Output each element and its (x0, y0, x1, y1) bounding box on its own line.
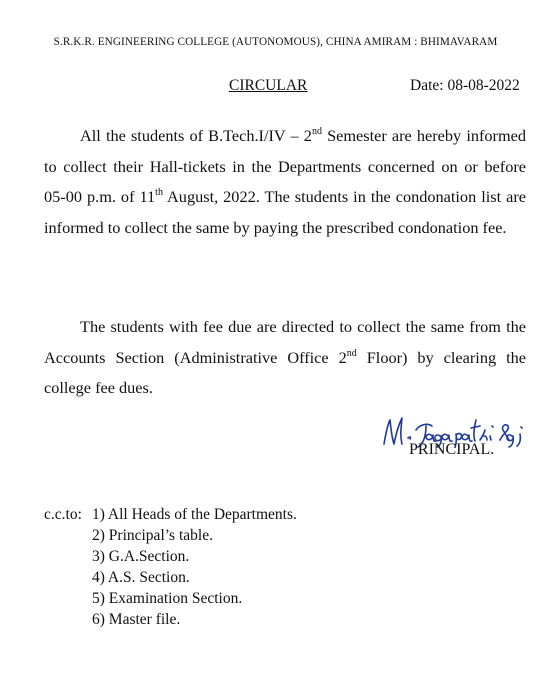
cc-item: 5) Examination Section. (92, 590, 243, 607)
para1-text-c: August, 2022. The students in the condonation list are informed to collect the same by paying the prescribed condonation fee. (44, 187, 526, 237)
para1-text-a: All the students of B.Tech.I/IV – 2 (80, 126, 312, 145)
cc-block (44, 504, 297, 630)
cc-item: 4) A.S. Section. (92, 569, 190, 586)
cc-item: 1) All Heads of the Departments. (92, 506, 297, 523)
cc-item: 3) G.A.Section. (92, 548, 190, 565)
cc-list (92, 504, 297, 630)
para1-sup-a: nd (311, 126, 322, 137)
cc-row (44, 504, 297, 630)
signatory-title: PRINCIPAL. (409, 441, 495, 458)
circular-title: CIRCULAR (229, 77, 308, 94)
cc-item: 6) Master file. (92, 611, 181, 628)
para2-text-b: Floor) by clearing the college fee dues. (44, 347, 526, 397)
circular-date: Date: 08-08-2022 (410, 77, 520, 94)
cc-item: 2) Principal’s table. (92, 527, 213, 544)
para2-text-a: The students with fee due are directed to collect the same from the Accounts Section (Administrative Office 2 (44, 317, 526, 367)
college-header: S.R.K.R. ENGINEERING COLLEGE (AUTONOMOUS), CHINA AMIRAM : BHIMAVARAM (53, 36, 498, 48)
para1-text-b: Semester are hereby informed to collect their Hall-tickets in the Departments concerned on or before 05-00 p.m. of 11 (44, 126, 526, 206)
para1-sup-b: th (155, 187, 163, 198)
paragraph-fee-due (44, 312, 526, 404)
paragraph-hall-tickets (44, 121, 526, 243)
cc-label: c.c.to: (44, 506, 82, 523)
para2-sup-a: nd (346, 347, 357, 359)
